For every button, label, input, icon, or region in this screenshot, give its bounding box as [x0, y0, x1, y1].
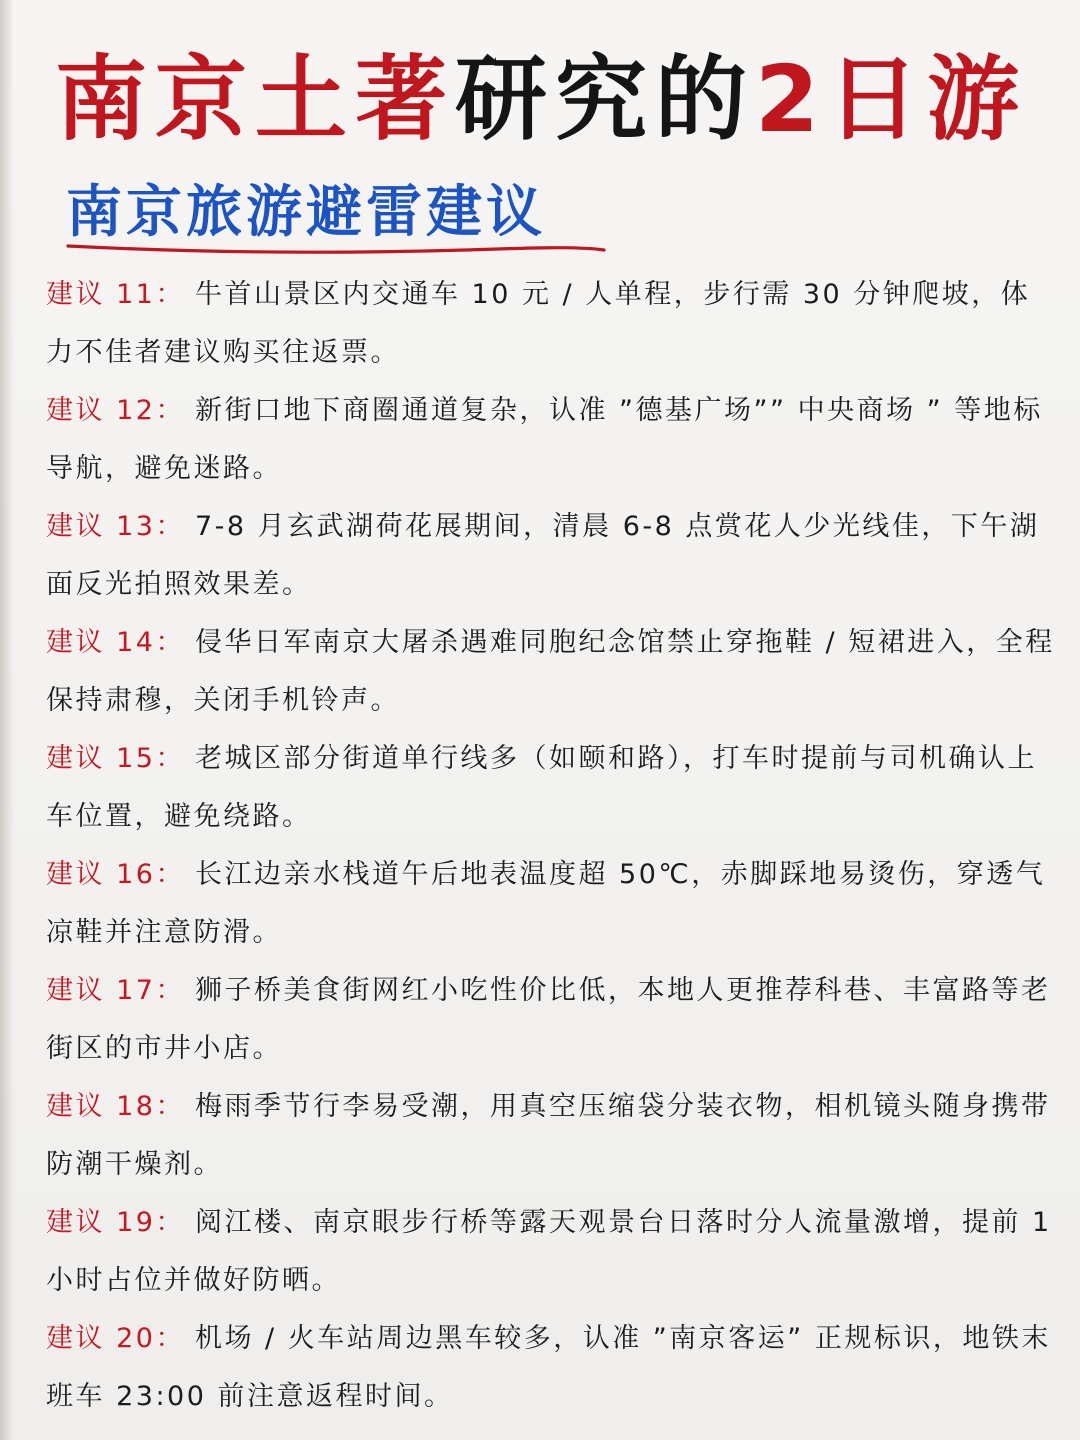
tip-item: [46, 1078, 1056, 1194]
tip-text: 7-8 月玄武湖荷花展期间，清晨 6-8 点赏花人少光线佳，下午湖面反光拍照效果差。: [46, 511, 1040, 600]
tip-item: [46, 730, 1056, 846]
tip-text: 梅雨季节行李易受潮，用真空压缩袋分装衣物，相机镜头随身携带防潮干燥剂。: [46, 1091, 1051, 1180]
tip-item: [46, 846, 1056, 962]
tip-label: 建议 17：: [46, 975, 185, 1006]
title-red-part: 南京土著: [55, 46, 456, 153]
tip-text: 牛首山景区内交通车 10 元 / 人单程，步行需 30 分钟爬坡，体力不佳者建议购买往返票。: [46, 279, 1031, 368]
tip-text: 侵华日军南京大屠杀遇难同胞纪念馆禁止穿拖鞋 / 短裙进入，全程保持肃穆，关闭手机铃声。: [46, 627, 1055, 716]
tip-item: [46, 266, 1056, 382]
tip-label: 建议 12：: [46, 395, 185, 426]
tip-text: 狮子桥美食街网红小吃性价比低，本地人更推荐科巷、丰富路等老街区的市井小店。: [46, 975, 1051, 1064]
tip-text: 老城区部分街道单行线多（如颐和路），打车时提前与司机确认上车位置，避免绕路。: [46, 743, 1037, 832]
tip-item: [46, 614, 1056, 730]
tip-item: [46, 962, 1056, 1078]
tip-label: 建议 18：: [46, 1091, 185, 1122]
tip-label: 建议 14：: [46, 627, 185, 658]
tips-list: [46, 266, 1056, 1426]
tip-item: [46, 1194, 1056, 1310]
tip-label: 建议 11：: [46, 279, 185, 310]
title-red-part-2: 2日游: [755, 46, 1028, 153]
subtitle-block: [66, 178, 626, 260]
tip-text: 阅江楼、南京眼步行桥等露天观景台日落时分人流量激增，提前 1 小时占位并做好防晒。: [46, 1207, 1052, 1296]
tip-label: 建议 15：: [46, 743, 185, 774]
tip-label: 建议 19：: [46, 1207, 185, 1238]
tip-item: [46, 382, 1056, 498]
tip-item: [46, 1310, 1056, 1426]
tip-item: [46, 498, 1056, 614]
tip-label: 建议 20：: [46, 1323, 185, 1354]
tip-label: 建议 16：: [46, 859, 185, 890]
tip-label: 建议 13：: [46, 511, 185, 542]
title-black-part: 研究的: [455, 46, 756, 153]
tip-text: 新街口地下商圈通道复杂，认准 ”德基广场”” 中央商场 ” 等地标导航，避免迷路。: [46, 395, 1043, 484]
page-title: [55, 40, 1055, 160]
subtitle: 南京旅游避雷建议: [66, 180, 546, 245]
paper-edge-shadow: [0, 0, 14, 1440]
tip-text: 机场 / 火车站周边黑车较多，认准 ”南京客运” 正规标识，地铁末班车 23:00 前注意返程时间。: [46, 1323, 1051, 1412]
tip-text: 长江边亲水栈道午后地表温度超 50℃，赤脚踩地易烫伤，穿透气凉鞋并注意防滑。: [46, 859, 1046, 948]
subtitle-underline: [66, 236, 606, 260]
